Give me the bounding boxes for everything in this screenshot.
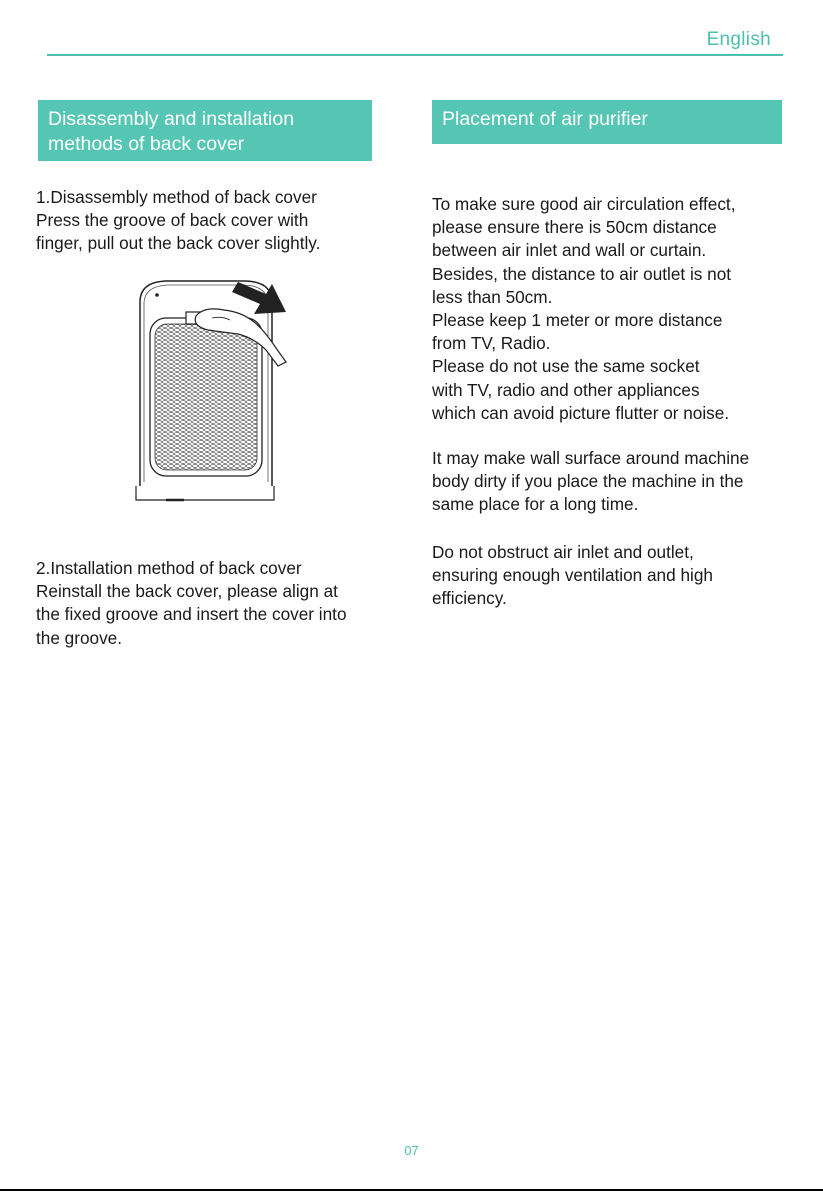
text-line: body dirty if you place the machine in the <box>432 471 744 492</box>
text-line: efficiency. <box>432 588 507 609</box>
text-line: 1.Disassembly method of back cover <box>36 187 317 207</box>
text-line: less than 50cm. <box>432 286 553 307</box>
text-line: Reinstall the back cover, please align at <box>36 581 338 602</box>
text-line: To make sure good air circulation effect, <box>432 194 736 214</box>
placement-paragraph-wall <box>432 447 749 517</box>
heading-back-cover <box>38 100 372 161</box>
indicator-dot <box>155 293 159 297</box>
text-line: Please do not use the same socket <box>432 356 700 377</box>
placement-paragraph-distance <box>432 193 735 425</box>
text-line: from TV, Radio. <box>432 333 551 354</box>
heading-line: methods of back cover <box>48 133 245 155</box>
text-line: Please keep 1 meter or more distance <box>432 310 723 331</box>
header-divider <box>47 54 783 56</box>
heading-line: Placement of air purifier <box>442 108 648 130</box>
text-line: It may make wall surface around machine <box>432 448 750 468</box>
text-line: which can avoid picture flutter or noise. <box>432 402 730 423</box>
text-line: with TV, radio and other appliances <box>432 379 700 400</box>
text-line: please ensure there is 50cm distance <box>432 217 717 238</box>
text-line: between air inlet and wall or curtain. <box>432 240 707 261</box>
disassembly-instructions <box>36 186 320 256</box>
text-line: Besides, the distance to air outlet is not <box>432 263 732 284</box>
intake-grille <box>155 324 257 470</box>
text-line: Press the groove of back cover with <box>36 210 309 231</box>
text-line: Do not obstruct air inlet and outlet, <box>432 542 694 562</box>
heading-line: Disassembly and installation <box>48 108 295 130</box>
text-line: 2.Installation method of back cover <box>36 558 302 578</box>
purifier-base <box>136 486 274 500</box>
purifier-back-cover-illustration <box>126 272 301 512</box>
installation-instructions <box>36 557 347 650</box>
pull-arrow-icon <box>232 282 286 314</box>
page-number: 07 <box>404 1143 419 1158</box>
text-line: the groove. <box>36 627 122 648</box>
language-label: English <box>706 29 771 50</box>
footer-divider <box>0 1189 823 1191</box>
text-line: ensuring enough ventilation and high <box>432 565 713 586</box>
text-line: finger, pull out the back cover slightly. <box>36 233 321 254</box>
heading-placement <box>432 100 782 144</box>
text-line: the fixed groove and insert the cover into <box>36 604 347 625</box>
placement-paragraph-ventilation <box>432 541 713 611</box>
text-line: same place for a long time. <box>432 494 639 515</box>
